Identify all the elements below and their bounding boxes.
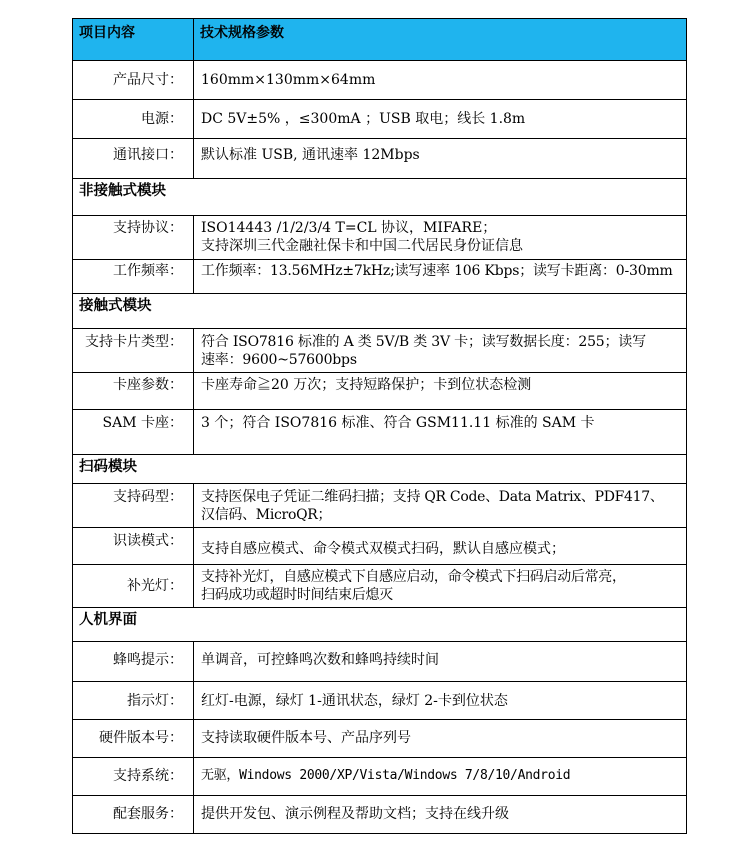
table-row	[73, 410, 687, 455]
row-label: 硬件版本号：	[73, 720, 194, 758]
section-row-contact	[73, 294, 687, 329]
row-label: 支持卡片类型：	[73, 329, 194, 373]
row-value-line: 支持医保电子凭证二维码扫描；支持 QR Code、Data Matrix、PDF417、	[201, 489, 664, 505]
row-value: 3 个；符合 ISO7816 标准、符合 GSM11.11 标准的 SAM 卡	[194, 410, 687, 455]
row-value: 支持自感应模式、命令模式双模式扫码，默认自感应模式；	[194, 528, 687, 565]
section-row-hmi	[73, 608, 687, 642]
row-value: 卡座寿命≧20 万次；支持短路保护；卡到位状态检测	[194, 373, 687, 410]
table-row	[73, 216, 687, 260]
row-value	[194, 484, 687, 528]
table-row	[73, 720, 687, 758]
row-label: 支持系统：	[73, 758, 194, 796]
table-row	[73, 758, 687, 796]
row-label: 工作频率：	[73, 260, 194, 294]
row-label: 卡座参数：	[73, 373, 194, 410]
section-title: 扫码模块	[73, 455, 687, 484]
row-value: 160mm×130mm×64mm	[194, 61, 687, 100]
row-label: 支持协议：	[73, 216, 194, 260]
section-title: 接触式模块	[73, 294, 687, 329]
row-value-line: 扫码成功或超时时间结束后熄灭	[201, 587, 393, 603]
row-value: 支持读取硬件版本号、产品序列号	[194, 720, 687, 758]
row-label: 支持码型：	[73, 484, 194, 528]
row-value: 工作频率：13.56MHz±7kHz;读写速率 106 Kbps；读写卡距离：0-30mm	[194, 260, 687, 294]
row-value-line: 速率：9600~57600bps	[201, 352, 357, 368]
table-row	[73, 373, 687, 410]
row-value	[194, 216, 687, 260]
row-label: 识读模式：	[73, 528, 194, 565]
table-row	[73, 484, 687, 528]
row-value	[194, 329, 687, 373]
row-label: 指示灯：	[73, 682, 194, 720]
row-value: 单调音，可控蜂鸣次数和蜂鸣持续时间	[194, 642, 687, 682]
section-row-scan	[73, 455, 687, 484]
section-title: 人机界面	[73, 608, 687, 642]
row-label: 产品尺寸：	[73, 61, 194, 100]
row-value: 红灯-电源，绿灯 1-通讯状态，绿灯 2-卡到位状态	[194, 682, 687, 720]
row-label: SAM 卡座：	[73, 410, 194, 455]
row-value: DC 5V±5% ，≤300mA ；USB 取电；线长 1.8m	[194, 100, 687, 139]
table-row	[73, 796, 687, 834]
table-row	[73, 642, 687, 682]
row-value-line: ISO14443 /1/2/3/4 T=CL 协议，MIFARE；	[201, 220, 497, 236]
table-row	[73, 139, 687, 179]
row-value-line: 支持深圳三代金融社保卡和中国二代居民身份证信息	[201, 238, 523, 254]
row-value: 提供开发包、演示例程及帮助文档；支持在线升级	[194, 796, 687, 834]
row-value-line: 汉信码、MicroQR；	[201, 507, 332, 523]
table-row	[73, 100, 687, 139]
row-label: 通讯接口：	[73, 139, 194, 179]
table-row	[73, 682, 687, 720]
row-value-line: 支持补光灯，自感应模式下自感应启动，命令模式下扫码启动后常亮，	[201, 569, 626, 585]
table-row	[73, 565, 687, 608]
row-label: 补光灯：	[73, 565, 194, 608]
header-spec-column: 技术规格参数	[194, 19, 687, 61]
row-value	[194, 565, 687, 608]
section-title: 非接触式模块	[73, 179, 687, 216]
row-label: 电源：	[73, 100, 194, 139]
header-item-column: 项目内容	[73, 19, 194, 61]
table-row	[73, 61, 687, 100]
table-row	[73, 260, 687, 294]
section-row-contactless	[73, 179, 687, 216]
spec-table	[72, 18, 687, 834]
row-value-line: 符合 ISO7816 标准的 A 类 5V/B 类 3V 卡；读写数据长度：255；读写	[201, 334, 646, 350]
row-label: 蜂鸣提示：	[73, 642, 194, 682]
table-row	[73, 528, 687, 565]
table-header-row	[73, 19, 687, 61]
row-value: 无驱，Windows 2000/XP/Vista/Windows 7/8/10/Android	[194, 758, 687, 796]
row-label: 配套服务：	[73, 796, 194, 834]
row-value: 默认标准 USB, 通讯速率 12Mbps	[194, 139, 687, 179]
table-row	[73, 329, 687, 373]
